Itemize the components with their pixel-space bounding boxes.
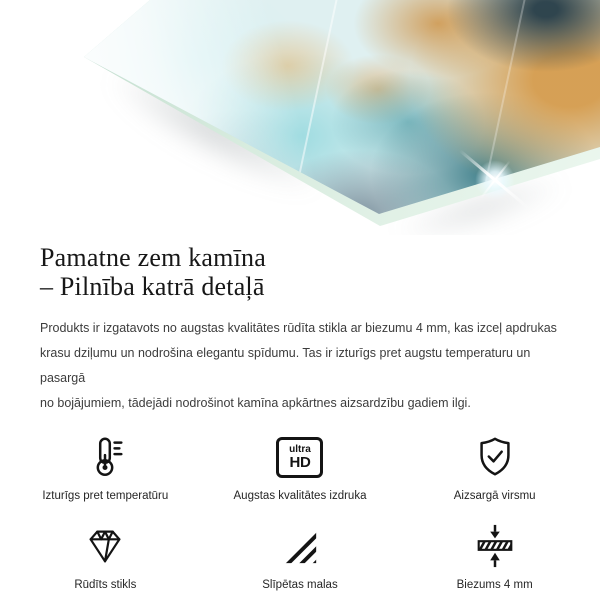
feature-label: Augstas kvalitātes izdruka bbox=[233, 490, 367, 502]
page-title-line2: – Pilnība katrā detaļā bbox=[40, 272, 265, 301]
feature-thickness bbox=[397, 522, 592, 591]
ultra-hd-icon: ultra HD bbox=[276, 433, 323, 481]
product-description bbox=[40, 316, 560, 416]
page-title bbox=[40, 243, 560, 301]
hero-product-photo bbox=[0, 0, 600, 235]
thickness-icon bbox=[471, 522, 519, 570]
feature-label: Izturīgs pret temperatūru bbox=[42, 490, 169, 502]
feature-grid bbox=[8, 433, 592, 591]
beveled-edges-icon bbox=[276, 522, 324, 570]
diamond-icon bbox=[81, 522, 129, 570]
shield-check-icon bbox=[472, 433, 518, 481]
feature-print-quality bbox=[203, 433, 398, 502]
feature-temperature bbox=[8, 433, 203, 502]
feature-label: Aizsargā virsmu bbox=[453, 490, 536, 502]
description-line: no bojājumiem, tādejādi nodrošinot kamīna apkārtnes aizsardzību gadiem ilgi. bbox=[40, 396, 471, 410]
description-line: Produkts ir izgatavots no augstas kvalitātes rūdīta stikla ar biezumu 4 mm, kas izceļ apdrukas bbox=[40, 321, 557, 335]
feature-tempered-glass bbox=[8, 522, 203, 591]
feature-label: Biezums 4 mm bbox=[456, 579, 533, 591]
feature-label: Slīpētas malas bbox=[262, 579, 338, 591]
thermometer-icon bbox=[82, 433, 128, 481]
feature-surface-protection bbox=[397, 433, 592, 502]
description-line: krasu dziļumu un nodrošina elegantu spīdumu. Tas ir izturīgs pret augstu temperaturu un pasargā bbox=[40, 346, 531, 385]
page-title-line1: Pamatne zem kamīna bbox=[40, 243, 266, 272]
feature-polished-edges bbox=[203, 522, 398, 591]
feature-label: Rūdīts stikls bbox=[74, 579, 137, 591]
